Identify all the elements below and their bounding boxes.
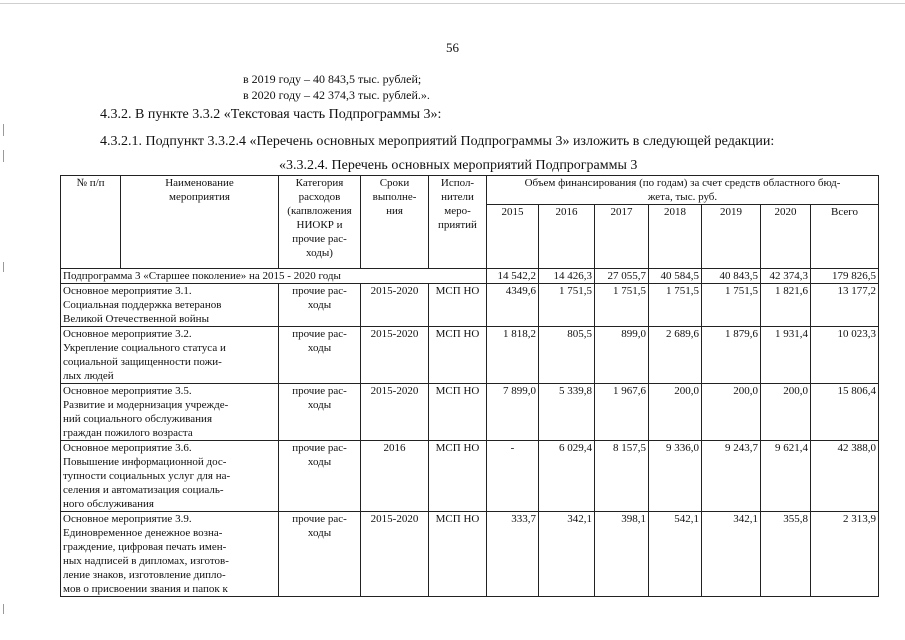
measure-name: Основное мероприятие 3.6. Повышение информационной дос- тупности социальных услуг для на- селения и автоматизация социаль- ного обслуживания [61, 441, 279, 512]
measure-value: 200,0 [761, 384, 811, 441]
measure-value: 1 879,6 [702, 327, 761, 384]
subprogram-value: 40 843,5 [702, 269, 761, 284]
header-period: Сроки выполне- ния [361, 176, 429, 269]
measure-value: 1 931,4 [761, 327, 811, 384]
subprogram-value: 27 055,7 [595, 269, 649, 284]
section-heading: 4.3.2. В пункте 3.3.2 «Текстовая часть Подпрограммы 3»: [100, 107, 442, 122]
page-number: 56 [446, 40, 459, 55]
measure-category: прочие рас- ходы [279, 284, 361, 327]
header-year: 2017 [595, 205, 649, 269]
header-num: № п/п [61, 176, 121, 269]
measure-name: Основное мероприятие 3.2. Укрепление социального статуса и социальной защищенности пожи- лых людей [61, 327, 279, 384]
measure-category: прочие рас- ходы [279, 384, 361, 441]
subprogram-total: 179 826,5 [811, 269, 879, 284]
measures-table [60, 175, 879, 597]
measure-value: 1 751,5 [649, 284, 702, 327]
header-total: Всего [811, 205, 879, 269]
margin-mark [3, 604, 4, 614]
table-row [61, 441, 879, 512]
measure-value: 355,8 [761, 512, 811, 597]
measure-name: Основное мероприятие 3.1. Социальная поддержка ветеранов Великой Отечественной войны [61, 284, 279, 327]
funding-2019-line: в 2019 году – 40 843,5 тыс. рублей; [243, 72, 422, 86]
measure-total: 10 023,3 [811, 327, 879, 384]
measure-name: Основное мероприятие 3.5. Развитие и модернизация учрежде- ний социального обслуживания граждан пожилого возраста [61, 384, 279, 441]
measure-value: 1 751,5 [595, 284, 649, 327]
subprogram-value: 42 374,3 [761, 269, 811, 284]
measure-value: 1 818,2 [487, 327, 539, 384]
measure-executor: МСП НО [429, 384, 487, 441]
subprogram-value: 14 542,2 [487, 269, 539, 284]
measure-value: 2 689,6 [649, 327, 702, 384]
measure-value: 9 621,4 [761, 441, 811, 512]
measure-period: 2015-2020 [361, 512, 429, 597]
measure-value: 5 339,8 [539, 384, 595, 441]
measure-value: 200,0 [649, 384, 702, 441]
measure-total: 15 806,4 [811, 384, 879, 441]
header-year: 2018 [649, 205, 702, 269]
measure-total: 2 313,9 [811, 512, 879, 597]
measure-value: 6 029,4 [539, 441, 595, 512]
margin-mark [3, 124, 4, 136]
measure-total: 13 177,2 [811, 284, 879, 327]
header-year: 2016 [539, 205, 595, 269]
measure-category: прочие рас- ходы [279, 327, 361, 384]
measure-value: 1 967,6 [595, 384, 649, 441]
measure-value: 542,1 [649, 512, 702, 597]
measure-period: 2015-2020 [361, 384, 429, 441]
measure-value: 7 899,0 [487, 384, 539, 441]
subprogram-value: 14 426,3 [539, 269, 595, 284]
funding-2020-line: в 2020 году – 42 374,3 тыс. рублей.». [243, 88, 430, 102]
measure-value: 1 821,6 [761, 284, 811, 327]
subprogram-value: 40 584,5 [649, 269, 702, 284]
header-name: Наименование мероприятия [121, 176, 279, 269]
margin-mark [3, 150, 4, 162]
header-funding: Объем финансирования (по годам) за счет средств областного бюд- жета, тыс. руб. [487, 176, 879, 205]
header-category: Категория расходов (капвложения НИОКР и прочие рас- ходы) [279, 176, 361, 269]
subsection-heading: 4.3.2.1. Подпункт 3.3.2.4 «Перечень основных мероприятий Подпрограммы 3» изложить в следующей редакции: [100, 134, 775, 149]
measure-name: Основное мероприятие 3.9. Единовременное денежное возна- граждение, цифровая печать имен- ных надписей в дипломах, изготов- ление знаков, изготовление дипло- мов о присвоении звания и папок к [61, 512, 279, 597]
measure-period: 2016 [361, 441, 429, 512]
measure-value: 200,0 [702, 384, 761, 441]
measure-value: 398,1 [595, 512, 649, 597]
table-row [61, 512, 879, 597]
header-year: 2019 [702, 205, 761, 269]
measure-value: 1 751,5 [539, 284, 595, 327]
measure-executor: МСП НО [429, 327, 487, 384]
measure-executor: МСП НО [429, 441, 487, 512]
measure-period: 2015-2020 [361, 284, 429, 327]
measure-executor: МСП НО [429, 284, 487, 327]
measure-value: 4349,6 [487, 284, 539, 327]
table-row [61, 327, 879, 384]
table-caption: «3.3.2.4. Перечень основных мероприятий Подпрограммы 3 [279, 158, 638, 173]
table-row [61, 384, 879, 441]
measure-value: 9 336,0 [649, 441, 702, 512]
measure-value: 805,5 [539, 327, 595, 384]
measure-value: 333,7 [487, 512, 539, 597]
measure-value: 342,1 [539, 512, 595, 597]
subprogram-row [61, 269, 879, 284]
margin-mark [3, 262, 4, 272]
measure-value: 8 157,5 [595, 441, 649, 512]
measure-value: 1 751,5 [702, 284, 761, 327]
measure-value: 9 243,7 [702, 441, 761, 512]
measure-category: прочие рас- ходы [279, 512, 361, 597]
measure-category: прочие рас- ходы [279, 441, 361, 512]
measure-executor: МСП НО [429, 512, 487, 597]
subprogram-title: Подпрограмма 3 «Старшее поколение» на 2015 - 2020 годы [61, 269, 487, 284]
header-row [61, 176, 879, 205]
table-row [61, 284, 879, 327]
header-executors: Испол- нители меро- приятий [429, 176, 487, 269]
measure-period: 2015-2020 [361, 327, 429, 384]
scan-edge-line [0, 3, 905, 4]
measure-total: 42 388,0 [811, 441, 879, 512]
header-year: 2015 [487, 205, 539, 269]
measure-value: 899,0 [595, 327, 649, 384]
measure-value: - [487, 441, 539, 512]
header-year: 2020 [761, 205, 811, 269]
measure-value: 342,1 [702, 512, 761, 597]
